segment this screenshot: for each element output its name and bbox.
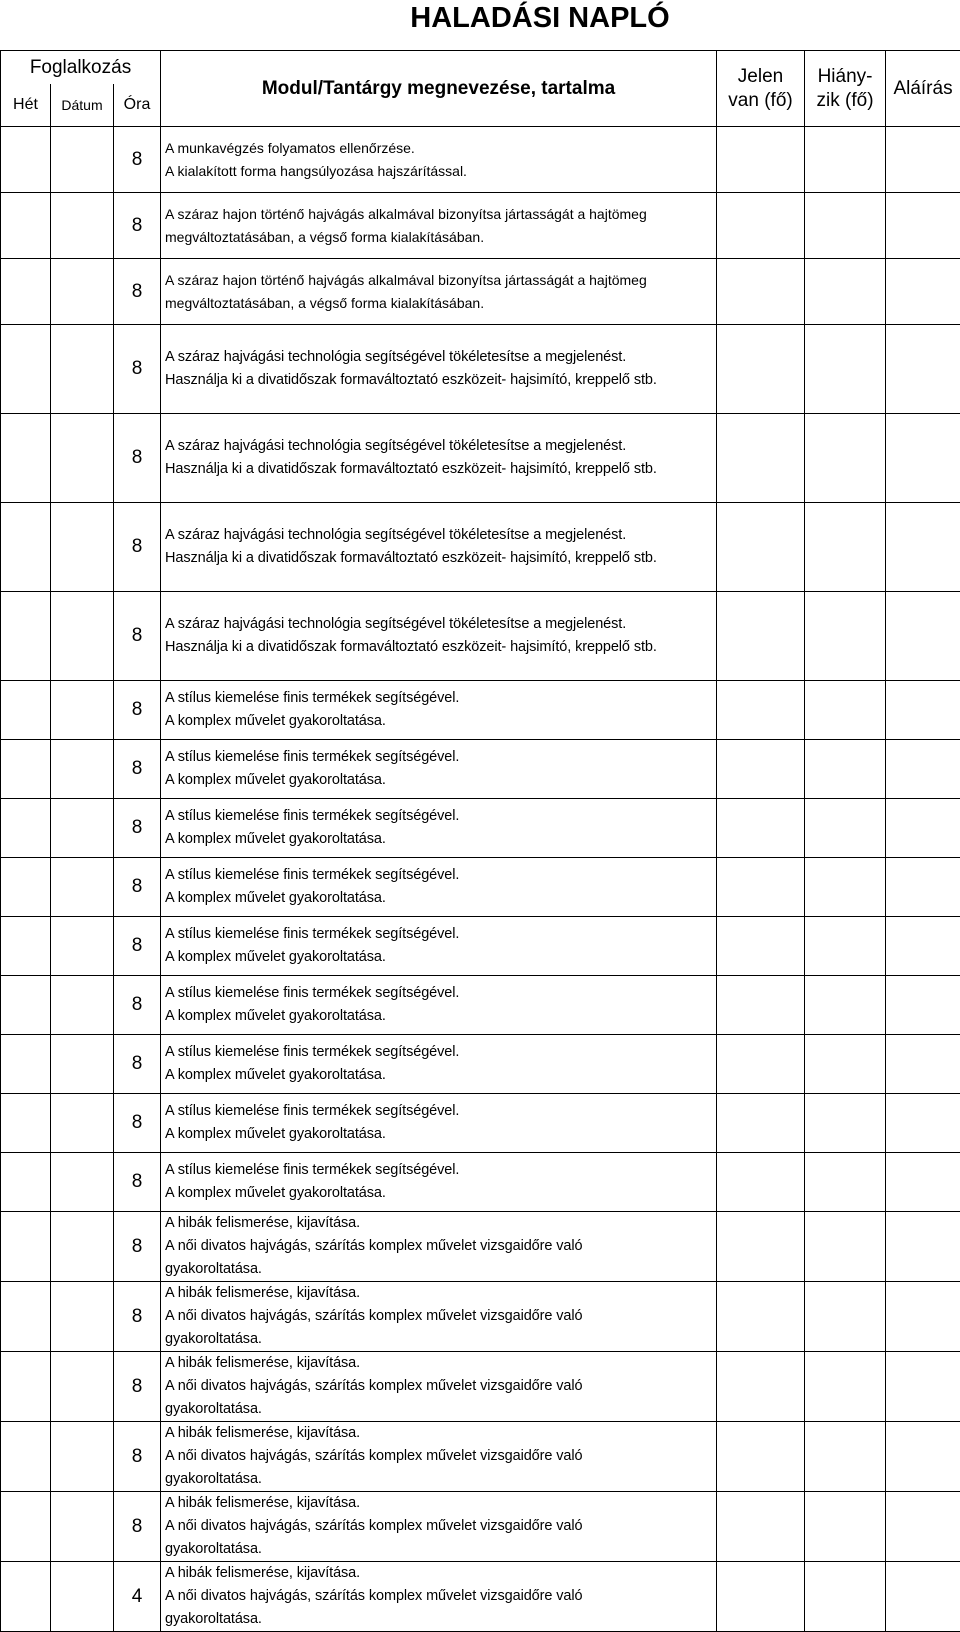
content-cell: A stílus kiemelése finis termékek segítségével. A komplex művelet gyakoroltatása. (161, 1035, 717, 1094)
present-cell (717, 503, 805, 592)
table-row (1, 1352, 960, 1422)
hours-cell: 8 (114, 414, 161, 503)
header-foglalkozas: Foglalkozás (1, 51, 161, 85)
content-cell: A hibák felismerése, kijavítása. A női divatos hajvágás, szárítás komplex művelet vizsgaidőre való gyakoroltatása. (161, 1492, 717, 1562)
week-cell (1, 503, 51, 592)
table-row (1, 1212, 960, 1282)
signature-cell (886, 1153, 960, 1212)
date-cell (51, 592, 114, 681)
week-cell (1, 1492, 51, 1562)
signature-cell (886, 1562, 960, 1632)
hours-cell: 8 (114, 917, 161, 976)
hours-cell: 8 (114, 740, 161, 799)
week-cell (1, 1562, 51, 1632)
content-cell: A száraz hajon történő hajvágás alkalmával bizonyítsa jártasságát a hajtömeg megváltoztatásában, a végső forma kialakításában. (161, 193, 717, 259)
absent-cell (805, 1035, 886, 1094)
signature-cell (886, 740, 960, 799)
header-alairas: Aláírás (886, 51, 960, 127)
hours-cell: 8 (114, 259, 161, 325)
table-row (1, 1153, 960, 1212)
table-row (1, 259, 960, 325)
week-cell (1, 259, 51, 325)
hours-cell: 8 (114, 193, 161, 259)
absent-cell (805, 592, 886, 681)
content-cell: A stílus kiemelése finis termékek segítségével. A komplex művelet gyakoroltatása. (161, 1094, 717, 1153)
absent-cell (805, 259, 886, 325)
date-cell (51, 414, 114, 503)
header-hianyzik: Hiány- zik (fő) (805, 51, 886, 127)
table-row (1, 740, 960, 799)
week-cell (1, 1282, 51, 1352)
date-cell (51, 1035, 114, 1094)
content-cell: A száraz hajvágási technológia segítségével tökéletesítse a megjelenést. Használja ki a divatidőszak formaváltoztató eszközeit- hajsimító, kreppelő stb. (161, 325, 717, 414)
hours-cell: 8 (114, 1212, 161, 1282)
date-cell (51, 858, 114, 917)
present-cell (717, 858, 805, 917)
absent-cell (805, 1492, 886, 1562)
week-cell (1, 1153, 51, 1212)
absent-cell (805, 127, 886, 193)
header-ora: Óra (114, 84, 161, 127)
signature-cell (886, 414, 960, 503)
date-cell (51, 1422, 114, 1492)
table-row (1, 976, 960, 1035)
hours-cell: 8 (114, 325, 161, 414)
content-cell: A stílus kiemelése finis termékek segítségével. A komplex művelet gyakoroltatása. (161, 740, 717, 799)
hours-cell: 8 (114, 1153, 161, 1212)
table-row (1, 1422, 960, 1492)
signature-cell (886, 127, 960, 193)
signature-cell (886, 976, 960, 1035)
date-cell (51, 917, 114, 976)
present-cell (717, 127, 805, 193)
date-cell (51, 1562, 114, 1632)
signature-cell (886, 325, 960, 414)
signature-cell (886, 1282, 960, 1352)
present-cell (717, 1212, 805, 1282)
hours-cell: 8 (114, 1352, 161, 1422)
signature-cell (886, 1352, 960, 1422)
content-cell: A stílus kiemelése finis termékek segítségével. A komplex művelet gyakoroltatása. (161, 858, 717, 917)
signature-cell (886, 1422, 960, 1492)
hours-cell: 8 (114, 127, 161, 193)
signature-cell (886, 592, 960, 681)
absent-cell (805, 976, 886, 1035)
week-cell (1, 193, 51, 259)
header-het: Hét (1, 84, 51, 127)
content-cell: A stílus kiemelése finis termékek segítségével. A komplex művelet gyakoroltatása. (161, 1153, 717, 1212)
header-modul: Modul/Tantárgy megnevezése, tartalma (161, 51, 717, 127)
date-cell (51, 503, 114, 592)
content-cell: A hibák felismerése, kijavítása. A női divatos hajvágás, szárítás komplex művelet vizsgaidőre való gyakoroltatása. (161, 1422, 717, 1492)
week-cell (1, 325, 51, 414)
absent-cell (805, 1094, 886, 1153)
signature-cell (886, 1212, 960, 1282)
table-row (1, 414, 960, 503)
date-cell (51, 325, 114, 414)
week-cell (1, 1352, 51, 1422)
week-cell (1, 1212, 51, 1282)
header-datum: Dátum (51, 84, 114, 127)
present-cell (717, 740, 805, 799)
hours-cell: 8 (114, 799, 161, 858)
table-row (1, 858, 960, 917)
signature-cell (886, 193, 960, 259)
week-cell (1, 681, 51, 740)
content-cell: A hibák felismerése, kijavítása. A női divatos hajvágás, szárítás komplex művelet vizsgaidőre való gyakoroltatása. (161, 1352, 717, 1422)
absent-cell (805, 193, 886, 259)
signature-cell (886, 858, 960, 917)
hours-cell: 8 (114, 1492, 161, 1562)
content-cell: A stílus kiemelése finis termékek segítségével. A komplex művelet gyakoroltatása. (161, 976, 717, 1035)
table-row (1, 1282, 960, 1352)
absent-cell (805, 858, 886, 917)
signature-cell (886, 681, 960, 740)
absent-cell (805, 917, 886, 976)
date-cell (51, 1094, 114, 1153)
absent-cell (805, 1153, 886, 1212)
date-cell (51, 259, 114, 325)
content-cell: A hibák felismerése, kijavítása. A női divatos hajvágás, szárítás komplex művelet vizsgaidőre való gyakoroltatása. (161, 1282, 717, 1352)
hours-cell: 8 (114, 976, 161, 1035)
table-row (1, 681, 960, 740)
date-cell (51, 1352, 114, 1422)
hours-cell: 8 (114, 1282, 161, 1352)
header-jelen: Jelen van (fő) (717, 51, 805, 127)
absent-cell (805, 1422, 886, 1492)
present-cell (717, 414, 805, 503)
table-row (1, 799, 960, 858)
signature-cell (886, 1492, 960, 1562)
hours-cell: 8 (114, 1094, 161, 1153)
signature-cell (886, 917, 960, 976)
absent-cell (805, 503, 886, 592)
week-cell (1, 1094, 51, 1153)
week-cell (1, 1422, 51, 1492)
absent-cell (805, 740, 886, 799)
date-cell (51, 976, 114, 1035)
content-cell: A stílus kiemelése finis termékek segítségével. A komplex művelet gyakoroltatása. (161, 917, 717, 976)
content-cell: A stílus kiemelése finis termékek segítségével. A komplex művelet gyakoroltatása. (161, 799, 717, 858)
content-cell: A száraz hajvágási technológia segítségével tökéletesítse a megjelenést. Használja ki a divatidőszak formaváltoztató eszközeit- hajsimító, kreppelő stb. (161, 414, 717, 503)
absent-cell (805, 414, 886, 503)
date-cell (51, 740, 114, 799)
absent-cell (805, 1282, 886, 1352)
table-row (1, 592, 960, 681)
table-row (1, 503, 960, 592)
week-cell (1, 858, 51, 917)
absent-cell (805, 1212, 886, 1282)
date-cell (51, 799, 114, 858)
week-cell (1, 740, 51, 799)
hours-cell: 8 (114, 592, 161, 681)
hours-cell: 8 (114, 1035, 161, 1094)
table-body (1, 127, 960, 1632)
absent-cell (805, 325, 886, 414)
signature-cell (886, 259, 960, 325)
week-cell (1, 976, 51, 1035)
absent-cell (805, 681, 886, 740)
date-cell (51, 127, 114, 193)
table-row (1, 193, 960, 259)
week-cell (1, 917, 51, 976)
content-cell: A száraz hajvágási technológia segítségével tökéletesítse a megjelenést. Használja ki a divatidőszak formaváltoztató eszközeit- hajsimító, kreppelő stb. (161, 503, 717, 592)
present-cell (717, 799, 805, 858)
present-cell (717, 1562, 805, 1632)
signature-cell (886, 799, 960, 858)
signature-cell (886, 1094, 960, 1153)
date-cell (51, 1212, 114, 1282)
table-row (1, 917, 960, 976)
signature-cell (886, 503, 960, 592)
present-cell (717, 1153, 805, 1212)
absent-cell (805, 799, 886, 858)
present-cell (717, 1035, 805, 1094)
present-cell (717, 259, 805, 325)
table-row (1, 1094, 960, 1153)
table-row (1, 127, 960, 193)
week-cell (1, 127, 51, 193)
date-cell (51, 1153, 114, 1212)
content-cell: A száraz hajon történő hajvágás alkalmával bizonyítsa jártasságát a hajtömeg megváltoztatásában, a végső forma kialakításában. (161, 259, 717, 325)
content-cell: A munkavégzés folyamatos ellenőrzése. A kialakított forma hangsúlyozása hajszárítással. (161, 127, 717, 193)
date-cell (51, 193, 114, 259)
content-cell: A stílus kiemelése finis termékek segítségével. A komplex művelet gyakoroltatása. (161, 681, 717, 740)
week-cell (1, 1035, 51, 1094)
content-cell: A hibák felismerése, kijavítása. A női divatos hajvágás, szárítás komplex művelet vizsgaidőre való gyakoroltatása. (161, 1562, 717, 1632)
table-row (1, 1492, 960, 1562)
present-cell (717, 592, 805, 681)
table-row (1, 1035, 960, 1094)
present-cell (717, 681, 805, 740)
hours-cell: 4 (114, 1562, 161, 1632)
page-title: HALADÁSI NAPLÓ (0, 0, 960, 50)
hours-cell: 8 (114, 1422, 161, 1492)
present-cell (717, 1422, 805, 1492)
hours-cell: 8 (114, 503, 161, 592)
table-row (1, 325, 960, 414)
present-cell (717, 1352, 805, 1422)
content-cell: A száraz hajvágási technológia segítségével tökéletesítse a megjelenést. Használja ki a divatidőszak formaváltoztató eszközeit- hajsimító, kreppelő stb. (161, 592, 717, 681)
progress-log-table (0, 50, 960, 1632)
content-cell: A hibák felismerése, kijavítása. A női divatos hajvágás, szárítás komplex művelet vizsgaidőre való gyakoroltatása. (161, 1212, 717, 1282)
week-cell (1, 592, 51, 681)
table-row (1, 1562, 960, 1632)
week-cell (1, 799, 51, 858)
signature-cell (886, 1035, 960, 1094)
present-cell (717, 1094, 805, 1153)
absent-cell (805, 1352, 886, 1422)
week-cell (1, 414, 51, 503)
present-cell (717, 976, 805, 1035)
date-cell (51, 681, 114, 740)
date-cell (51, 1492, 114, 1562)
present-cell (717, 1492, 805, 1562)
present-cell (717, 325, 805, 414)
present-cell (717, 193, 805, 259)
present-cell (717, 917, 805, 976)
hours-cell: 8 (114, 681, 161, 740)
present-cell (717, 1282, 805, 1352)
date-cell (51, 1282, 114, 1352)
hours-cell: 8 (114, 858, 161, 917)
absent-cell (805, 1562, 886, 1632)
